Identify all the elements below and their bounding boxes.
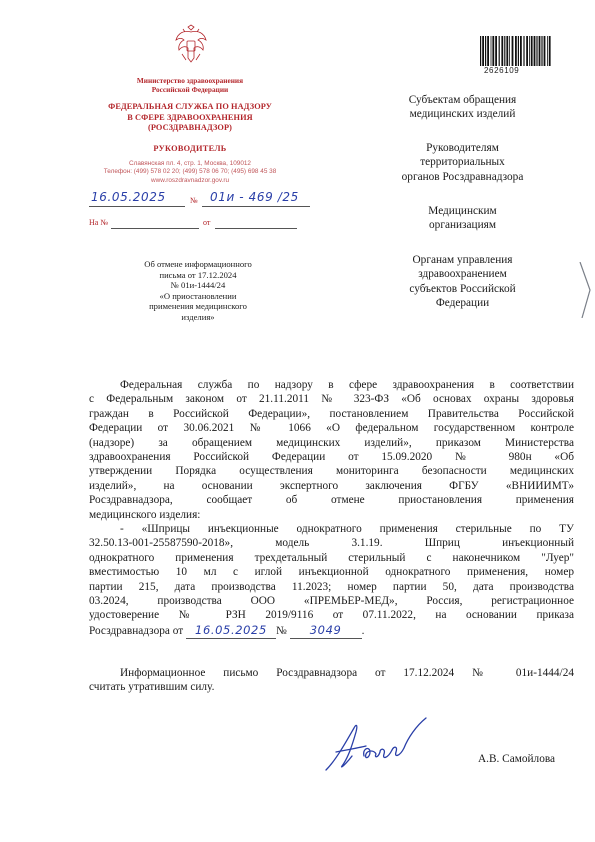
handwritten-date: 16.05.2025 xyxy=(91,190,166,204)
barcode-bar xyxy=(549,36,551,66)
barcode-bar xyxy=(518,36,519,66)
order-suffix: . xyxy=(361,624,365,637)
body-line: (надзоре) за обращением медицинских изделий», приказом Министерства xyxy=(89,436,574,449)
handwritten-number: 01и - 469 /25 xyxy=(210,190,299,204)
body-paragraph-3 xyxy=(89,666,574,695)
body-line: Федерации от 30.06.2021 № 1066 «О федеральном государственном контроле xyxy=(89,422,574,435)
body-line-order xyxy=(89,623,574,639)
body-line: удостоверение № РЗН 2019/9116 от 07.11.2022, на основании приказа xyxy=(89,609,574,622)
barcode-bar xyxy=(487,36,489,66)
body-line: с Федеральным законом от 21.11.2011 № 323-ФЗ «Об основах охраны здоровья xyxy=(89,393,574,406)
coat-of-arms-icon xyxy=(174,24,208,64)
body-line: Информационное письмо Росздравнадзора от 17.12.2024 № 01и-1444/24 xyxy=(120,667,574,679)
body-line: 03.2024, производства ООО «ПРЕМЬЕР-МЕД», Россия, регистрационное xyxy=(89,595,574,608)
date-field xyxy=(89,192,185,207)
body-line: - «Шприцы инъекционные однократного применения стерильные по ТУ xyxy=(120,523,574,535)
subject-line1: Об отмене информационного xyxy=(144,259,252,269)
addressee-line: Федерации xyxy=(435,297,490,310)
barcode-bar xyxy=(506,36,508,66)
barcode-bar xyxy=(515,36,517,66)
barcode-bar xyxy=(480,36,481,66)
body-line: изделий», на основании экспертного заключения ФГБУ «ВНИИИМТ» xyxy=(89,479,574,492)
service-name xyxy=(95,102,285,134)
barcode-bar xyxy=(492,36,494,66)
barcode-bar xyxy=(482,36,484,66)
website: www.roszdravnadzor.gov.ru xyxy=(150,176,230,184)
barcode-bar xyxy=(501,36,503,66)
order-number-sign: № xyxy=(275,624,287,637)
subject-line6: изделия» xyxy=(181,311,215,322)
ref-label: На № xyxy=(89,218,108,227)
subject-line5: применения медицинского xyxy=(149,301,247,312)
barcode-bar xyxy=(491,36,492,66)
addressee-line: медицинских изделий xyxy=(409,108,516,121)
subject-line3: № 01и-1444/24 xyxy=(170,280,226,291)
body-line: Федеральная служба по надзору в сфере здравоохранения в соответствии xyxy=(120,379,574,391)
body-line: однократного применения трехдетальный стерильный с наконечником "Луер" xyxy=(89,551,574,564)
barcode-bar xyxy=(529,36,530,66)
body-line: 32.50.13-001-25587590-2018», модель 3.1.19. Шприц инъекционный xyxy=(89,537,574,550)
barcode-icon xyxy=(479,36,551,66)
subject-line4: «О приостановлении xyxy=(159,290,237,301)
addressee-line: здравоохранением xyxy=(418,268,507,281)
body-line: считать утратившим силу. xyxy=(89,681,215,694)
addressee-line: субъектов Российской xyxy=(409,282,516,295)
addressee-2 xyxy=(375,141,550,184)
ref-date-field xyxy=(215,218,297,229)
barcode-bar xyxy=(509,36,510,66)
barcode-bar xyxy=(544,36,546,66)
addressee-line: органов Росздравнадзора xyxy=(401,170,524,183)
order-prefix: Росздравнадзора от xyxy=(89,624,184,637)
ministry-line2: Российской Федерации xyxy=(151,85,229,94)
handwritten-signature xyxy=(318,712,438,776)
scan-mark xyxy=(578,262,592,318)
registration-line xyxy=(89,192,339,210)
barcode-bar xyxy=(523,36,524,66)
service-line1: ФЕДЕРАЛЬНАЯ СЛУЖБА ПО НАДЗОРУ xyxy=(108,102,272,111)
ministry-name xyxy=(95,76,285,94)
ref-number-field xyxy=(111,218,199,229)
addressee-1 xyxy=(375,93,550,122)
barcode-number: 2626109 xyxy=(484,66,520,75)
barcode-bar xyxy=(495,36,497,66)
body-paragraph-2 xyxy=(89,522,574,639)
barcode-bar xyxy=(547,36,548,66)
phones: Телефон: (499) 578 02 20; (499) 578 06 70; (495) 698 45 38 xyxy=(103,168,277,176)
body-line: партии 215, дата производства 11.2023; номер партии 50, дата производства xyxy=(89,580,574,593)
body-line: вместимостью 10 мл с иглой инъекционной однократного применения, номер xyxy=(89,566,574,579)
barcode-bar xyxy=(512,36,514,66)
barcode-bar xyxy=(520,36,522,66)
addressee-line: организациям xyxy=(429,219,496,232)
ministry-line1: Министерство здравоохранения xyxy=(136,76,244,85)
barcode-bar xyxy=(541,36,542,66)
body-line: Росздравнадзора, сообщает об отмене приостановления применения xyxy=(89,494,574,507)
barcode-bar xyxy=(526,36,528,66)
order-date-field xyxy=(186,623,276,639)
barcode-bar xyxy=(531,36,533,66)
addressee-4 xyxy=(375,253,550,311)
order-number-handwritten: 3049 xyxy=(309,622,342,637)
reference-line xyxy=(89,218,339,232)
subject-line2: письма от 17.12.2024 xyxy=(159,269,237,280)
ref-from-label: от xyxy=(203,218,211,227)
number-field xyxy=(202,192,310,207)
barcode-bar xyxy=(485,36,486,66)
addressee-line: Субъектам обращения xyxy=(408,94,517,106)
number-sign: № xyxy=(190,196,198,205)
addressee-line: Медицинским xyxy=(428,205,497,217)
head-title: РУКОВОДИТЕЛЬ xyxy=(153,144,227,153)
addressee-line: Органам управления xyxy=(412,254,513,266)
contact-block xyxy=(80,160,300,185)
body-line: утверждении Порядка осуществления мониторинга безопасности медицинских xyxy=(89,465,574,478)
address: Славянская пл. 4, стр. 1, Москва, 109012 xyxy=(128,160,251,167)
order-number-field xyxy=(290,623,362,639)
order-date-handwritten: 16.05.2025 xyxy=(195,622,267,637)
addressee-line: территориальных xyxy=(420,156,505,169)
letter-subject xyxy=(108,259,288,323)
body-line: здравоохранения Российской Федерации от 15.09.2020 № 980н «Об xyxy=(89,451,574,464)
barcode-bar xyxy=(539,36,541,66)
barcode-bar xyxy=(504,36,505,66)
signer-name: А.В. Самойлова xyxy=(478,753,556,765)
addressee-3 xyxy=(375,204,550,233)
addressee-line: Руководителям xyxy=(426,142,499,154)
barcode-bar xyxy=(499,36,500,66)
barcode-bar xyxy=(536,36,537,66)
barcode-bar xyxy=(534,36,536,66)
body-paragraph-1 xyxy=(89,378,574,522)
service-line3: (РОСЗДРАВНАДЗОР) xyxy=(147,123,233,132)
body-line: граждан в Российской Федерации», постановлением Правительства Российской xyxy=(89,407,574,420)
service-line2: В СФЕРЕ ЗДРАВООХРАНЕНИЯ xyxy=(127,112,253,122)
body-line: медицинского изделия: xyxy=(89,508,201,521)
